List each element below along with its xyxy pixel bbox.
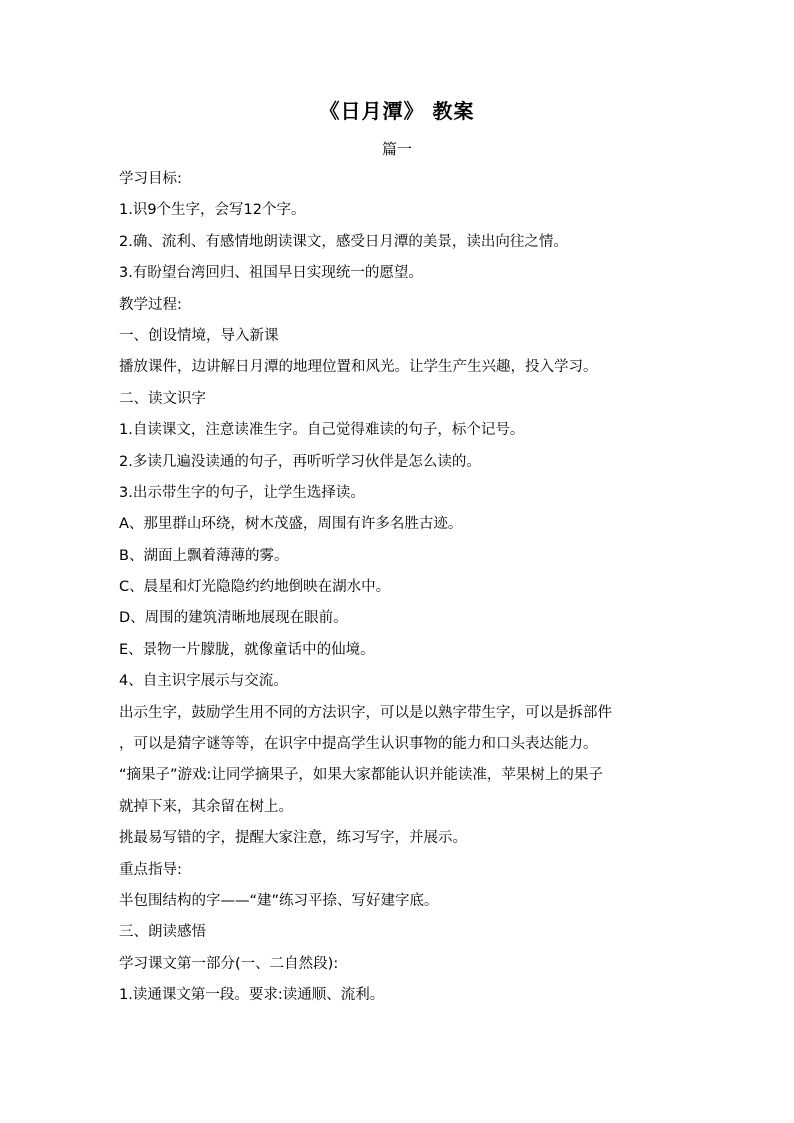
document-line: C、晨星和灯光隐隐约约地倒映在湖水中。 <box>119 579 391 596</box>
document-line: 半包围结构的字——“建”练习平捺、写好建字底。 <box>119 892 439 909</box>
document-line: 教学过程: <box>119 296 182 313</box>
document-line: 重点指导: <box>119 861 182 878</box>
document-line: ，可以是猜字谜等等，在识字中提高学生认识事物的能力和口头表达能力。 <box>119 736 598 753</box>
document-line: 二、读文识字 <box>119 390 206 407</box>
document-line: 播放课件，边讲解日月潭的地理位置和风光。让学生产生兴趣，投入学习。 <box>119 359 598 376</box>
document-body <box>119 164 689 1012</box>
document-line: D、周围的建筑清晰地展现在眼前。 <box>119 610 348 627</box>
document-line: 3.有盼望台湾回归、祖国早日实现统一的愿望。 <box>119 265 423 282</box>
document-line: 4、自主识字展示与交流。 <box>119 673 288 690</box>
document-line: 3.出示带生字的句子，让学生选择读。 <box>119 484 365 501</box>
document-line: 出示生字，鼓励学生用不同的方法识字，可以是以熟字带生字，可以是拆部件 <box>119 704 612 721</box>
document-line: A、那里群山环绕，树木茂盛，周围有许多名胜古迹。 <box>119 516 463 533</box>
document-line: 三、朗读感悟 <box>119 924 206 941</box>
document-line: B、湖面上飘着薄薄的雾。 <box>119 547 289 564</box>
document-line: 一、创设情境，导入新课 <box>119 327 279 344</box>
document-line: 挑最易写错的字，提醒大家注意，练习写字，并展示。 <box>119 830 467 847</box>
document-line: 2.多读几遍没读通的句子，再听听学习伙伴是怎么读的。 <box>119 453 481 470</box>
document-line: E、景物一片朦胧，就像童话中的仙境。 <box>119 641 375 658</box>
document-subtitle: 篇一 <box>381 140 412 158</box>
document-line: 学习课文第一部分(一、二自然段): <box>119 955 339 972</box>
document-line: 1.识9个生字，会写12个字。 <box>119 202 306 219</box>
document-line: 学习目标: <box>119 171 182 187</box>
document-title: 《日月潭》 教案 <box>319 99 475 123</box>
document-line: 1.读通课文第一段。要求:读通顺、流利。 <box>119 987 385 1004</box>
document-line: “摘果子”游戏:让同学摘果子，如果大家都能认识并能读准，苹果树上的果子 <box>119 767 603 784</box>
document-line: 2.确、流利、有感情地朗读课文，感受日月潭的美景，读出向往之情。 <box>119 233 568 250</box>
document-line: 1.自读课文，注意读准生字。自己觉得难读的句子，标个记号。 <box>119 422 525 439</box>
document-line: 就掉下来，其余留在树上。 <box>119 798 293 815</box>
